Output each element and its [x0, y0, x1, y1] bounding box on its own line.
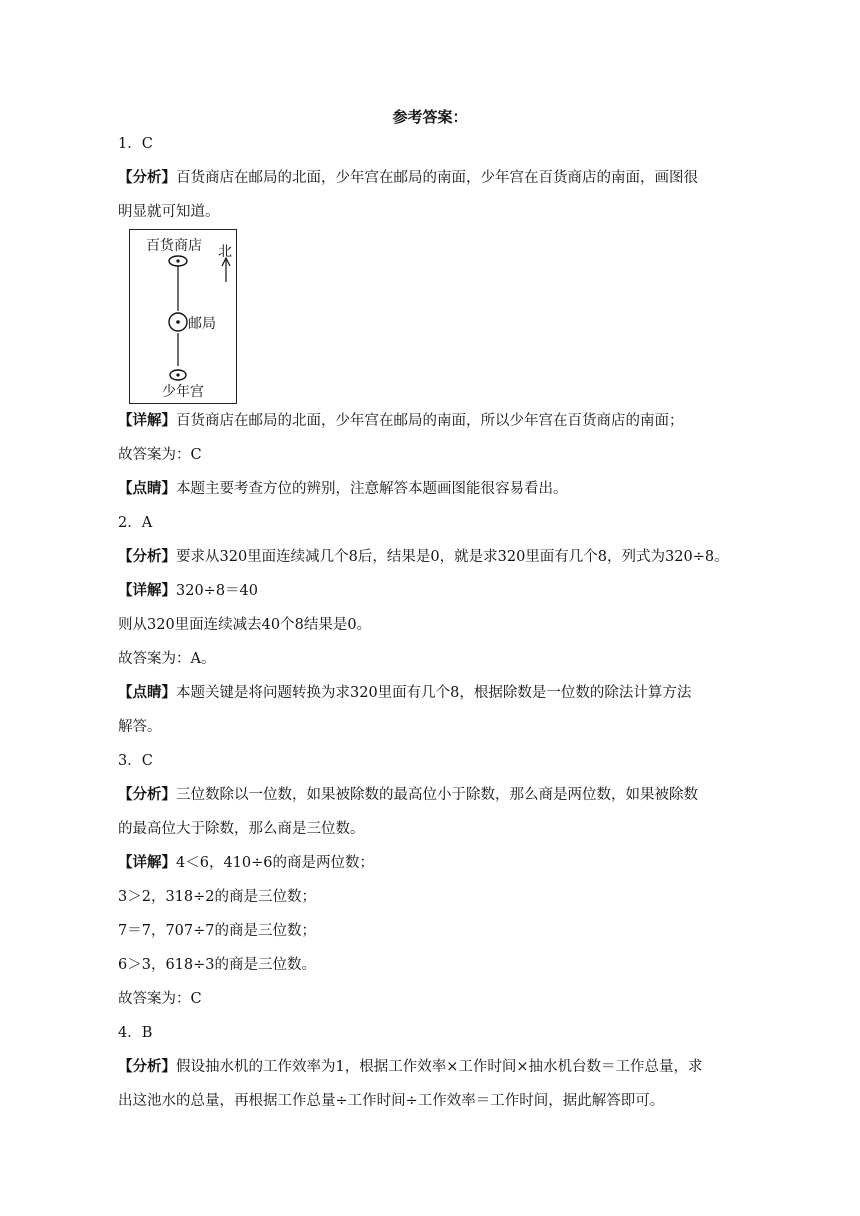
text-line [118, 168, 758, 188]
line-text: 本题关键是将问题转换为求320里面有几个8，根据除数是一位数的除法计算方法 [176, 685, 692, 701]
line-text: 4．B [118, 1025, 153, 1041]
text-line [118, 1057, 758, 1077]
line-text: 百货商店在邮局的北面，少年宫在邮局的南面，所以少年宫在百货商店的南面； [176, 413, 684, 429]
direction-diagram-svg [130, 230, 236, 403]
text-line [118, 513, 758, 533]
line-text: 本题主要考查方位的辨别，注意解答本题画图能很容易看出。 [176, 481, 568, 497]
text-line [118, 819, 758, 839]
line-text: 7＝7，707÷7的商是三位数； [118, 923, 317, 939]
text-line [118, 785, 758, 805]
direction-diagram [129, 229, 237, 404]
text-line [118, 955, 758, 975]
text-line [118, 445, 758, 465]
text-line [118, 649, 758, 669]
line-text: 2．A [118, 515, 153, 531]
section-tag: 【点睛】 [118, 684, 176, 701]
line-text: 4＜6，410÷6的商是两位数； [176, 855, 375, 871]
answer-title: 参考答案： [392, 108, 468, 126]
line-text: 要求从320里面连续减几个8后，结果是0，就是求320里面有几个8，列式为320÷8。 [176, 549, 729, 565]
post-office-dot [176, 320, 180, 324]
section-tag: 【点睛】 [118, 480, 176, 497]
line-text: 故答案为：A。 [118, 651, 216, 667]
line-text: 320÷8＝40 [176, 583, 259, 599]
text-line [118, 853, 758, 873]
label-north: 北 [218, 244, 232, 260]
section-tag: 【详解】 [118, 582, 176, 599]
text-line [118, 751, 758, 771]
section-tag: 【分析】 [118, 548, 176, 565]
section-tag: 【分析】 [118, 1058, 176, 1075]
label-youth-palace: 少年宫 [162, 384, 204, 400]
text-line [118, 547, 758, 567]
text-line [118, 921, 758, 941]
section-tag: 【详解】 [118, 412, 176, 429]
youth-palace-dot [176, 373, 179, 376]
line-text: 解答。 [118, 719, 162, 735]
line-text: 故答案为：C [118, 447, 202, 463]
text-line [118, 134, 758, 154]
section-tag: 【详解】 [118, 854, 176, 871]
label-department-store: 百货商店 [146, 238, 202, 254]
text-line [118, 717, 758, 737]
line-text: 1．C [118, 136, 153, 152]
line-text: 3＞2，318÷2的商是三位数； [118, 889, 317, 905]
line-text: 3．C [118, 753, 153, 769]
section-tag: 【分析】 [118, 786, 176, 803]
line-text: 则从320里面连续减去40个8结果是0。 [118, 617, 372, 633]
section-tag: 【分析】 [118, 169, 176, 186]
text-line [118, 989, 758, 1009]
department-store-dot [176, 259, 179, 262]
line-text: 假设抽水机的工作效率为1，根据工作效率×工作时间×抽水机台数＝工作总量，求 [176, 1059, 703, 1075]
line-text: 6＞3，618÷3的商是三位数。 [118, 957, 317, 973]
line-text: 的最高位大于除数，那么商是三位数。 [118, 821, 365, 837]
text-line [118, 411, 758, 431]
text-line [118, 683, 758, 703]
line-text: 出这池水的总量，再根据工作总量÷工作时间÷工作效率＝工作时间，据此解答即可。 [118, 1093, 665, 1109]
text-line [118, 615, 758, 635]
text-line [118, 479, 758, 499]
text-line [118, 1091, 758, 1111]
line-text: 故答案为：C [118, 991, 202, 1007]
line-text: 三位数除以一位数，如果被除数的最高位小于除数，那么商是两位数，如果被除数 [176, 787, 698, 803]
text-line [118, 581, 758, 601]
text-line [118, 1023, 758, 1043]
text-line [118, 887, 758, 907]
line-text: 百货商店在邮局的北面，少年宫在邮局的南面，少年宫在百货商店的南面，画图很 [176, 170, 698, 186]
line-text: 明显就可知道。 [118, 204, 220, 220]
label-post-office: 邮局 [188, 316, 216, 332]
text-line [118, 202, 758, 222]
